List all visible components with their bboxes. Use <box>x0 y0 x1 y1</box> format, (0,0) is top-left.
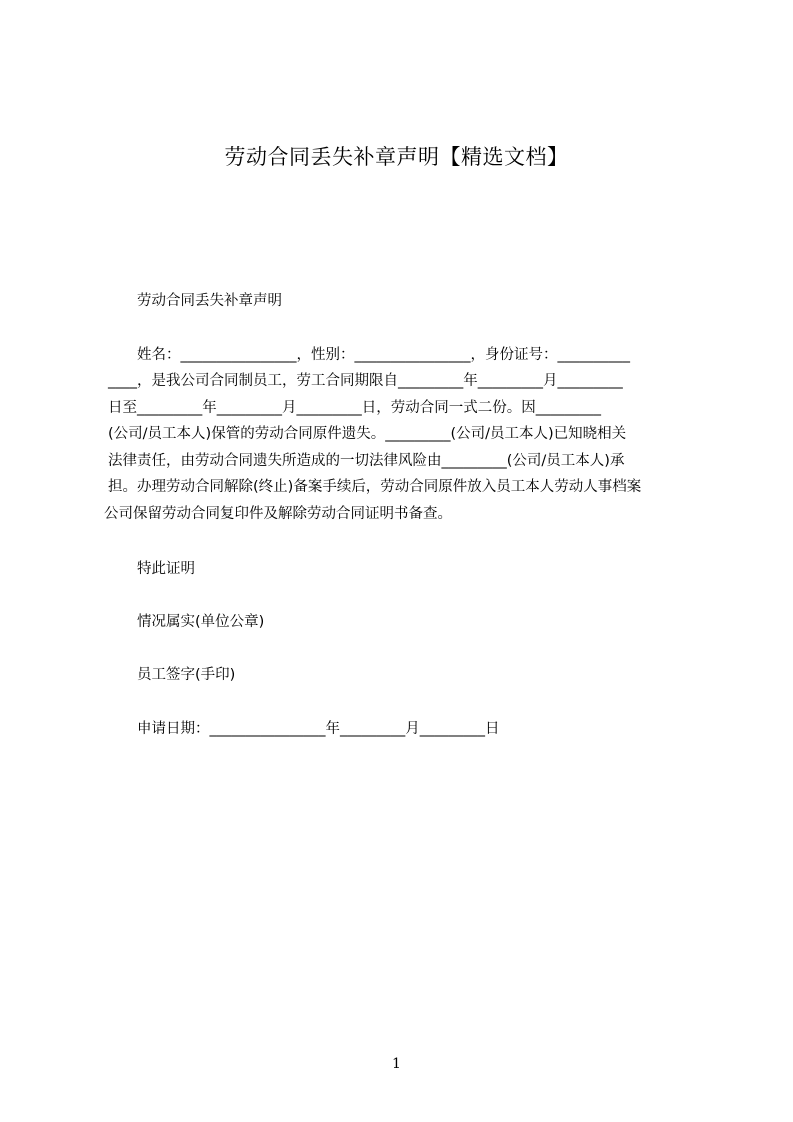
statement-line-2: ____，是我公司合同制员工，劳工合同期限自_________年_________月_________ <box>108 373 623 389</box>
statement-line-6: 担。办理劳动合同解除(终止)备案手续后，劳动合同原件放入员工本人劳动人事档案 <box>108 479 642 495</box>
proof-statement: 特此证明 <box>137 561 195 577</box>
page-number: 1 <box>392 1056 401 1072</box>
statement-line-3: 日至_________年_________月_________日，劳动合同一式二份。因_________ <box>108 400 601 416</box>
employee-signature-line: 员工签字(手印) <box>137 667 236 683</box>
statement-line-4: (公司/员工本人)保管的劳动合同原件遗失。_________(公司/员工本人)已知晓相关 <box>108 426 627 442</box>
unit-seal-line: 情况属实(单位公章) <box>137 614 265 630</box>
statement-line-5: 法律责任，由劳动合同遗失所造成的一切法律风险由_________(公司/员工本人)承 <box>108 453 625 469</box>
document-subtitle: 劳动合同丢失补章声明 <box>137 293 282 309</box>
application-date-line: 申请日期：________________年_________月_________日 <box>137 721 500 737</box>
statement-line-1: 姓名：________________，性别：________________，身份证号：__________ <box>137 347 630 363</box>
statement-line-7: 公司保留劳动合同复印件及解除劳动合同证明书备查。 <box>104 506 452 522</box>
document-title: 劳动合同丢失补章声明【精选文档】 <box>224 145 569 169</box>
